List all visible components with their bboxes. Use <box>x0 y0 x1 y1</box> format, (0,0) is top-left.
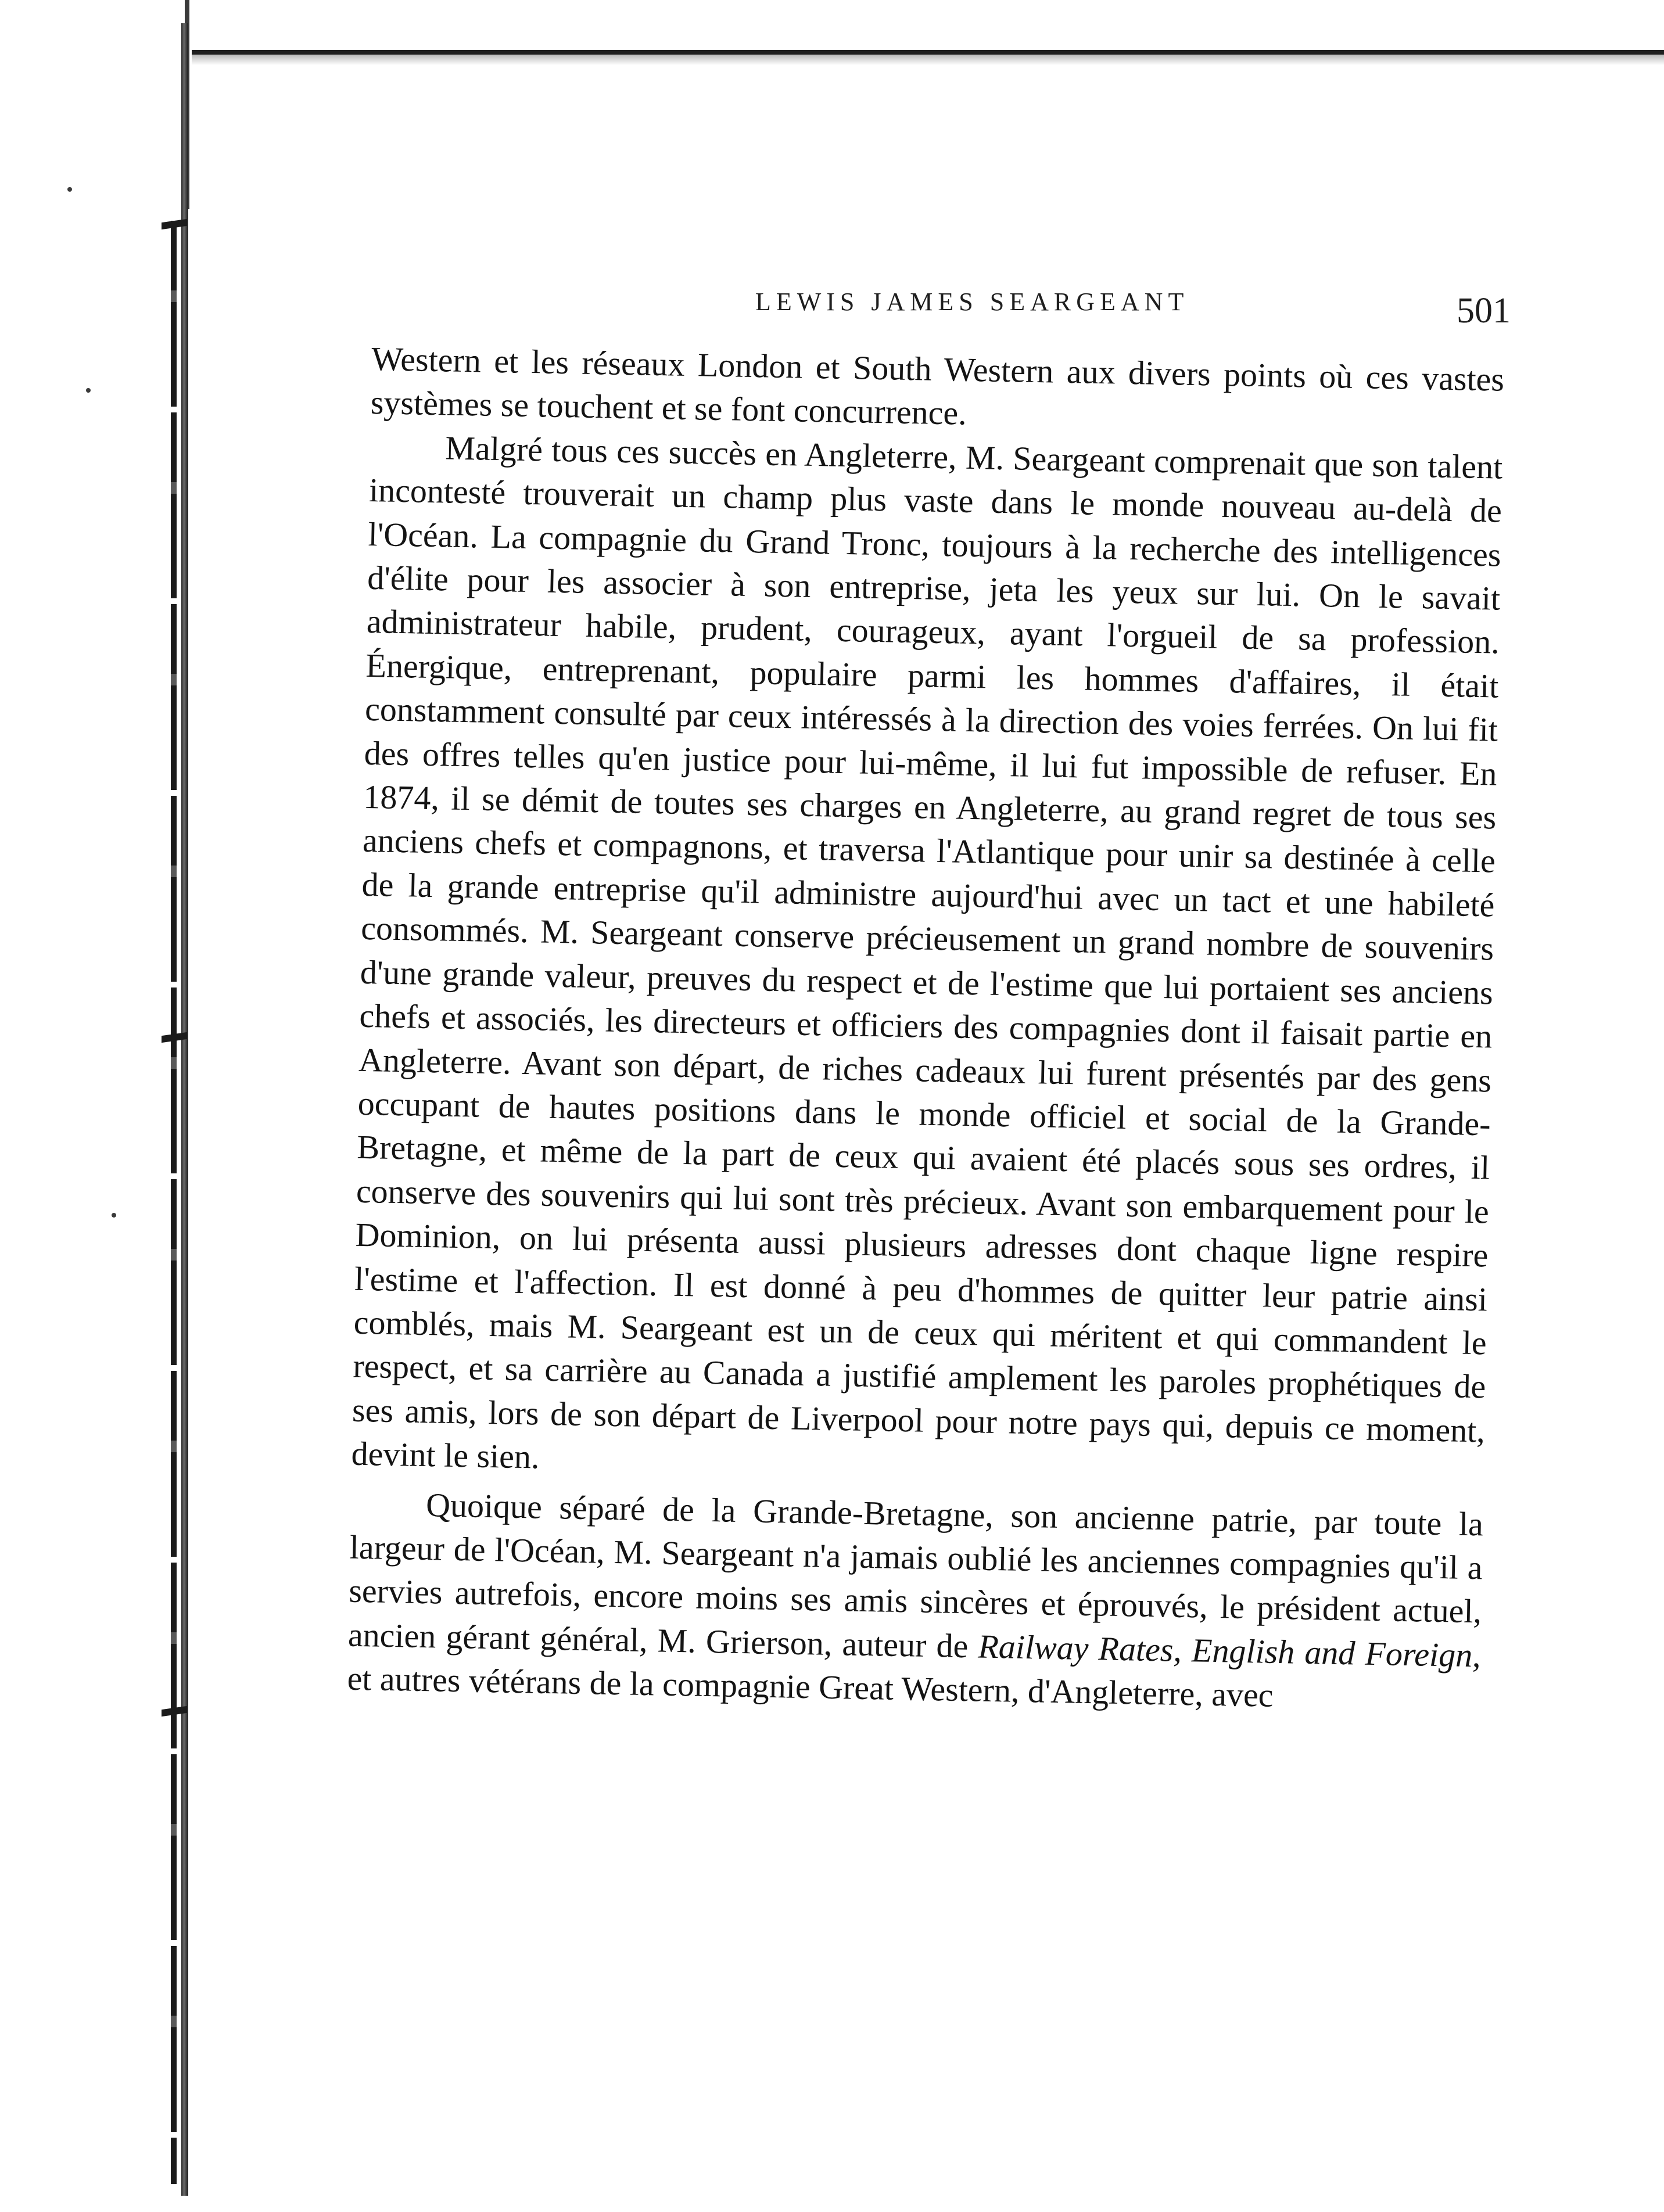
italic-book-title: Railway Rates, English and Foreign <box>977 1627 1473 1674</box>
stitch-thread <box>171 221 177 2184</box>
paragraph: Malgré tous ces succès en Angleterre, M. Seargeant comprenait que son talent incontesté trouverait un champ plus vaste dans le monde nouveau au-delà de l'Océan. La compagnie du Grand Tronc, toujours à la recherche des intelligences d'élite pour les associer à son entreprise, jeta les yeux sur lui. On le savait administrateur habile, prudent, courageux, ayant l'orgueil de sa profession. Énergique, entreprenant, populaire parmi les hommes d'affaires, il était constamment consulté par ceux intéressés à la direction des voies ferrées. On lui fit des offres telles qu'en justice pour lui-même, il lui fut impossible de refuser. En 1874, il se démit de toutes ses charges en Angleterre, au grand regret de tous ses anciens chefs et compagnons, et traversa l'Atlantique pour unir sa destinée à celle de la grande entreprise qu'il administre aujourd'hui avec un tact et une habileté consommés. M. Seargeant conserve précieusement un grand nombre de souvenirs d'une grande valeur, preuves du respect et de l'estime que lui portaient ses anciens chefs et associés, les directeurs et officiers des compagnies dont il faisait partie en Angleterre. Avant son départ, de riches cadeaux lui furent présentés par des gens occupant de hautes positions dans le monde officiel et social de la Grande-Bretagne, et même de la part de ceux qui avaient été placés sous ses ordres, il conserve des souvenirs qui lui sont très précieux. Avant son embarquement pour le Dominion, on lui présenta aussi plusieurs adresses dont chaque ligne respire l'estime et l'affection. Il est donné à peu d'hommes de quitter leur patrie ainsi comblés, mais M. Seargeant est un de ceux qui méritent et qui commandent le respect, et sa carrière au Canada a justifié amplement les paroles prophétiques de ses amis, lors de son départ de Liverpool pour notre pays qui, depuis ce moment, devint le sien. <box>351 429 1503 1476</box>
binding-margin <box>0 0 186 2212</box>
page-top-edge <box>192 50 1664 55</box>
paragraph-continuation: Western et les réseaux London et South Western aux divers points où ces vastes systèmes se touchent et se font concurrence. <box>370 339 1505 433</box>
scan-speck <box>112 1213 116 1218</box>
paragraph <box>347 1481 1484 1721</box>
scan-speck <box>86 388 91 393</box>
body-text <box>347 337 1505 1721</box>
page-top-shadow <box>192 55 1664 65</box>
page-number: 501 <box>1457 291 1511 331</box>
book-page <box>347 267 1511 2004</box>
binding-stitching <box>157 221 192 2184</box>
running-title: LEWIS JAMES SEARGEANT <box>755 288 1189 316</box>
running-head <box>372 267 1511 337</box>
paragraph-text: Quoique séparé de la Grande-Bretagne, son ancienne patrie, par toute la largeur de l'Océan, M. Seargeant n'a jamais oublié les anciennes compagnies qu'il a servies autrefois, encore moins ses amis sincères et éprouvés, le président actuel, ancien gérant général, M. Grierson, auteur de <box>347 1485 1484 1665</box>
paragraph-text: , et autres vétérans de la compagnie Great Western, d'Angleterre, avec <box>347 1636 1482 1715</box>
scan-speck <box>67 187 72 192</box>
